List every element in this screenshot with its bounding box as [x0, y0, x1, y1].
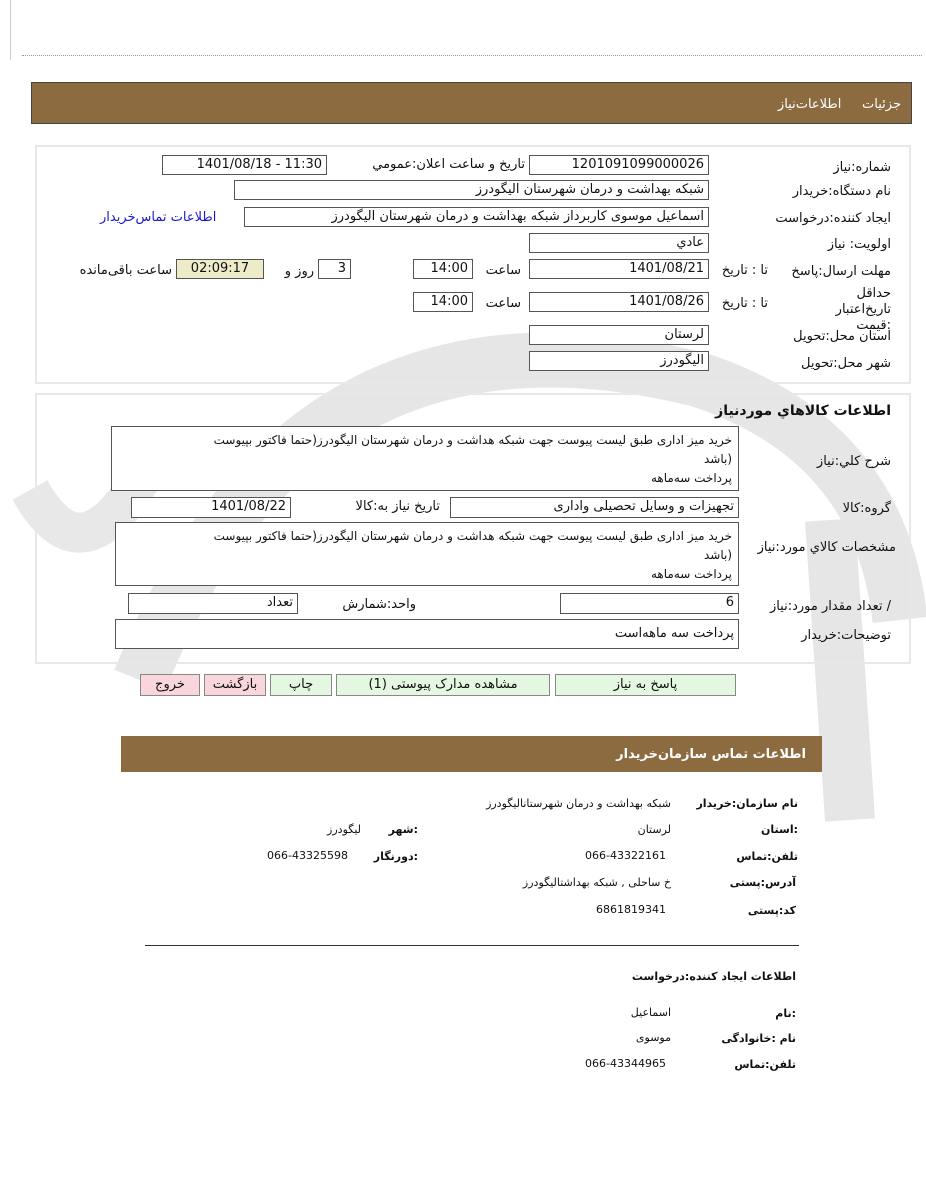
family-value: موسوی — [635, 1031, 671, 1044]
address-value: خ ساحلی , شبکه بهداشتالیگودرز — [522, 876, 671, 889]
print-button[interactable]: چاپ — [270, 674, 332, 696]
creator-phone-label: تلفن:تماس — [734, 1058, 796, 1071]
need-date-label: تاریخ نیاز به:کالا — [355, 499, 440, 514]
remaining-time-field: 02:09:17 — [176, 259, 264, 279]
qty-label: / تعداد مقدار مورد:نیاز — [769, 599, 891, 614]
page-header — [31, 82, 912, 124]
header-title: اطلاعات‌نیاز — [777, 97, 842, 112]
creator-label: ایجاد کننده:درخواست — [775, 211, 891, 226]
deadline-to-date-label: تا : تاریخ — [721, 263, 768, 278]
province-field: لرستان — [529, 325, 709, 345]
spec-line: خرید میز اداری طبق لیست پیوست جهت شبکه هداشت و درمان شهرستان الیگودرز(حتما فاکتور بپیوست — [213, 529, 732, 543]
days-field: 3 — [318, 259, 351, 279]
desc-line: پرداخت سه‌ماهه — [651, 471, 732, 485]
announce-value: 1401/08/18 - 11:30 — [196, 157, 322, 172]
exit-button[interactable]: خروج — [140, 674, 200, 696]
need-number-field: 1201091099000026 — [529, 155, 709, 175]
dotted-divider — [22, 55, 922, 56]
city-field: الیگودرز — [529, 351, 709, 371]
validity-to-date-label: تا : تاریخ — [721, 296, 768, 311]
buyer-contact-link[interactable]: اطلاعات تماس‌خریدار — [100, 210, 217, 225]
priority-label: اولویت: نیاز — [827, 237, 891, 252]
creator-phone-value: 066-43344965 — [585, 1057, 666, 1070]
remaining-label: ساعت باقی‌مانده — [79, 263, 172, 278]
buyer-org-field: شبکه بهداشت و درمان شهرستان الیگودرز — [234, 180, 709, 200]
city-label: شهر محل:تحویل — [801, 356, 891, 371]
creator-field: اسماعیل موسوی کاربرداز شبکه بهداشت و درمان شهرستان الیگودرز — [244, 207, 709, 227]
reply-button[interactable]: پاسخ به نیاز — [555, 674, 736, 696]
spec-label: مشخصات کالاي مورد:نیاز — [757, 540, 896, 555]
province-label: :استان — [761, 823, 798, 836]
need-date-field: 1401/08/22 — [131, 497, 291, 518]
goods-title: اطلاعات کالاهاي موردنیاز — [715, 403, 891, 419]
announce-field — [162, 155, 327, 175]
top-left-border — [10, 0, 11, 60]
validity-time-label: ساعت — [485, 296, 521, 311]
notes-field: پرداخت سه ماهه‌است — [115, 619, 739, 649]
contact-divider — [145, 945, 799, 946]
desc-field — [111, 426, 739, 491]
province-label: استان محل:تحویل — [793, 329, 891, 344]
name-value: اسماعیل — [630, 1006, 671, 1019]
postal-label: کد:پستی — [747, 904, 796, 917]
contact-header: اطلاعات تماس سازمان‌خریدار — [121, 736, 822, 772]
phone-label: تلفن:تماس — [736, 850, 798, 863]
desc-line: (باشد — [703, 452, 732, 466]
desc-label: شرح کلي:نیاز — [816, 454, 891, 469]
back-button[interactable]: بازگشت — [204, 674, 266, 696]
postal-value: 6861819341 — [596, 903, 666, 916]
phone-value: 066-43322161 — [585, 849, 666, 862]
spec-field — [115, 522, 739, 586]
name-label: :نام — [775, 1007, 796, 1020]
spec-line: پرداخت سه‌ماهه — [651, 567, 732, 581]
unit-field: تعداد — [128, 593, 298, 614]
unit-label: واحد:شمارش — [342, 597, 416, 612]
city-label: :شهر — [388, 823, 418, 836]
deadline-label: مهلت ارسال:پاسخ — [791, 264, 891, 279]
province-value: لرستان — [637, 823, 671, 836]
view-attachments-button[interactable]: مشاهده مدارک پیوستی (1) — [336, 674, 550, 696]
buyer-org-label: نام دستگاه:خریدار — [792, 184, 891, 199]
validity-date-field: 1401/08/26 — [529, 292, 709, 312]
group-field: تجهیزات و وسایل تحصیلی واداری — [450, 497, 739, 518]
days-label: روز و — [284, 264, 314, 279]
spec-line: (باشد — [703, 548, 732, 562]
address-label: آدرس:پستی — [729, 876, 796, 889]
group-label: گروه:کالا — [842, 501, 891, 516]
need-number-label: شماره:نیاز — [833, 160, 891, 175]
deadline-time-field: 14:00 — [413, 259, 473, 279]
qty-field: 6 — [560, 593, 739, 614]
org-label: نام سازمان:خریدار — [696, 797, 798, 810]
announce-label: تاریخ و ساعت اعلان:عمومي — [372, 157, 525, 172]
city-value: لیگودرز — [327, 823, 361, 836]
priority-field: عادي — [529, 233, 709, 253]
fax-label: :دورنگار — [373, 850, 418, 863]
deadline-time-label: ساعت — [485, 263, 521, 278]
validity-time-field: 14:00 — [413, 292, 473, 312]
family-label: نام :خانوادگی — [721, 1032, 796, 1045]
fax-value: 066-43325598 — [267, 849, 348, 862]
validity-label: حداقل تاریخ‌اعتبار :قیمت — [835, 286, 891, 333]
creator-info-title: اطلاعات ایجاد کننده:درخواست — [631, 970, 796, 983]
notes-label: توضیحات:خریدار — [801, 628, 891, 643]
org-value: شبکه بهداشت و درمان شهرستانالیگودرز — [486, 797, 671, 810]
desc-line: خرید میز اداری طبق لیست پیوست جهت شبکه هداشت و درمان شهرستان الیگودرز(حتما فاکتور بپیوست — [213, 433, 732, 447]
deadline-date-field: 1401/08/21 — [529, 259, 709, 279]
tab-details[interactable]: جزئیات — [862, 97, 901, 112]
